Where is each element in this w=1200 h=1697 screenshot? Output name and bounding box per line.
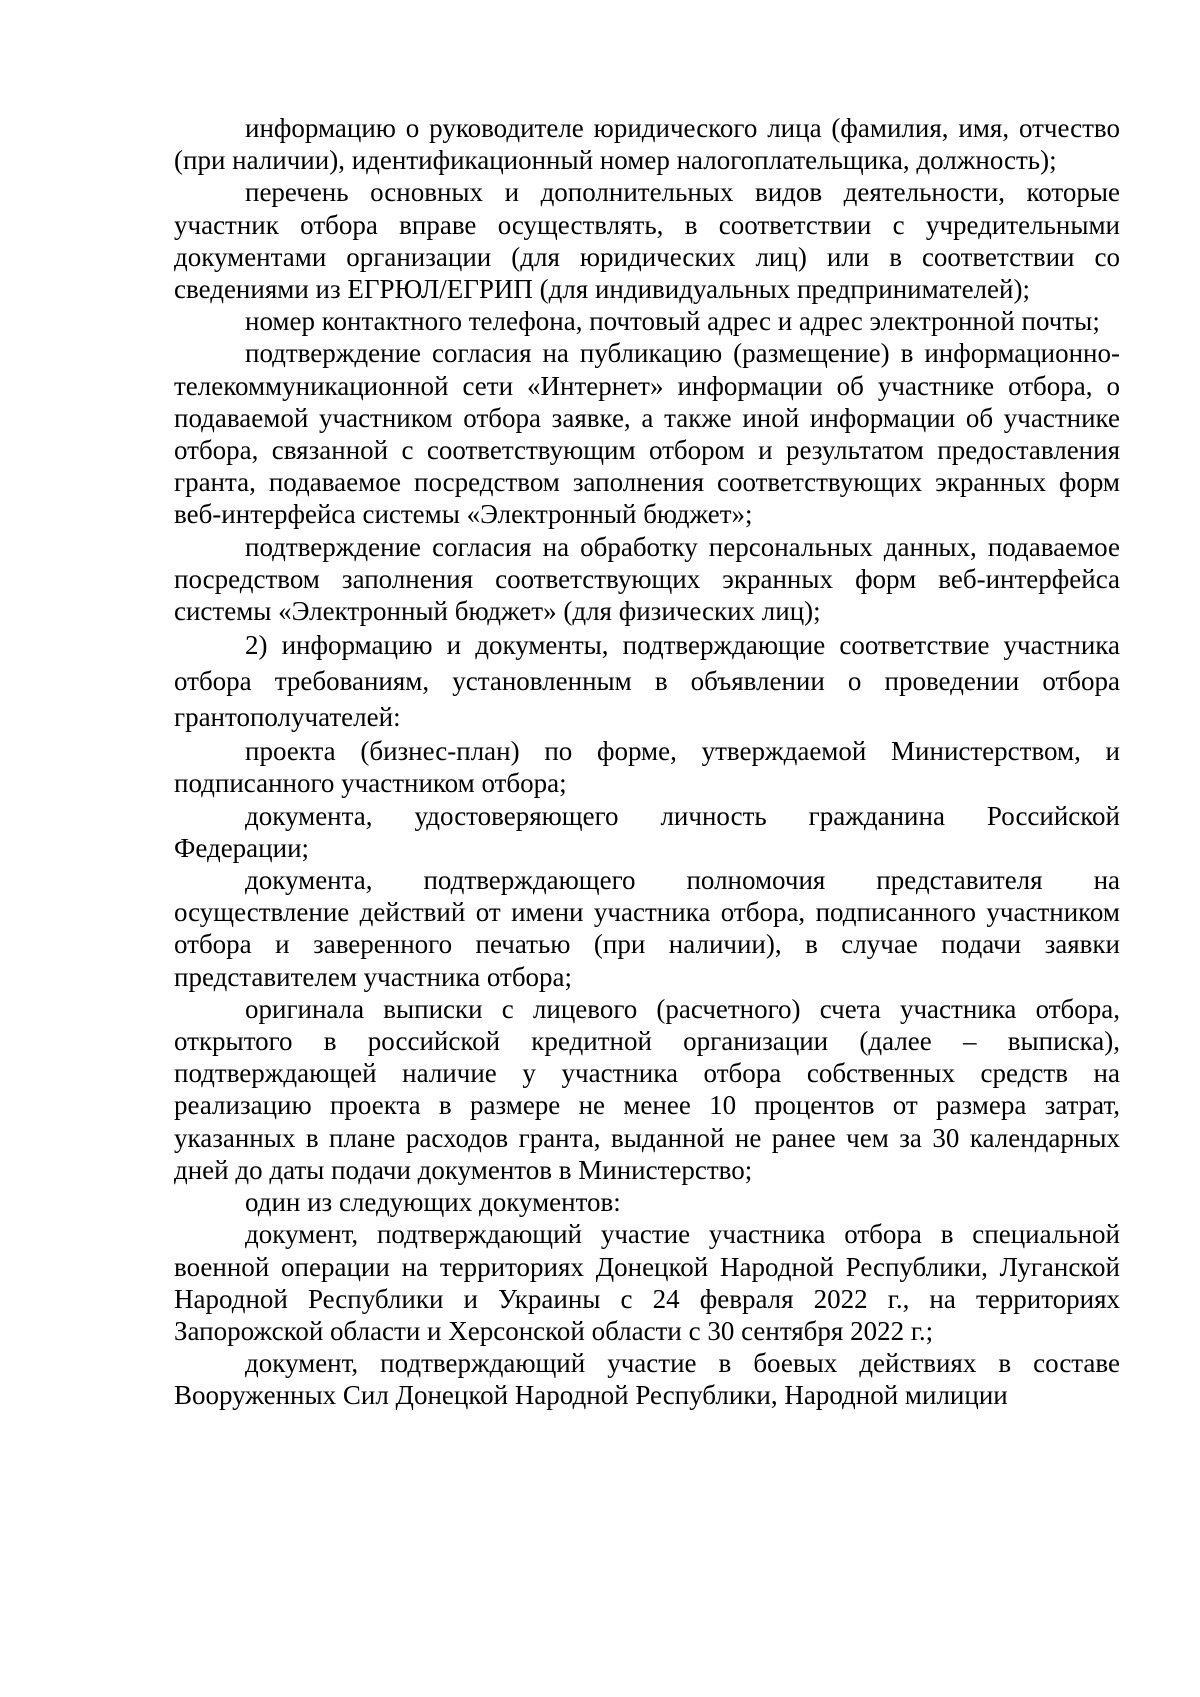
paragraph-personal-data-consent: подтверждение согласия на обработку персональных данных, подаваемое посредством заполнения соответствующих экранных форм веб-интерфейса системы «Электронный бюджет» (для физических лиц); <box>174 531 1120 627</box>
paragraph-representative-authority: документа, подтверждающего полномочия представителя на осуществление действий от имени участника отбора, подписанного участником отбора и заверенного печатью (при наличии), в случае подачи заявки представителем участника отбора; <box>174 865 1120 992</box>
paragraph-svo-participation: документ, подтверждающий участие участника отбора в специальной военной операции на территориях Донецкой Народной Республики, Луганской Народной Республики и Украины с 24 февраля 2022 г., на территориях Запорожской области и Херсонской области с 30 сентября 2022 г.; <box>174 1219 1120 1346</box>
paragraph-publication-consent: подтверждение согласия на публикацию (размещение) в информационно-телекоммуникационной сети «Интернет» информации об участнике отбора, о подаваемой участником отбора заявке, а также иной информации об участнике отбора, связанной с соответствующим отбором и результатом предоставления гранта, подаваемое посредством заполнения соответствующих экранных форм веб-интерфейса системы «Электронный бюджет»; <box>174 338 1120 530</box>
paragraph-contacts: номер контактного телефона, почтовый адрес и адрес электронной почты; <box>245 306 1100 337</box>
document-page <box>174 112 1120 1412</box>
paragraph-one-of-documents: один из следующих документов: <box>245 1187 621 1218</box>
paragraph-manager-info: информацию о руководителе юридического лица (фамилия, имя, отчество (при наличии), идентификационный номер налогоплательщика, должность); <box>174 113 1120 176</box>
paragraph-bank-statement: оригинала выписки с лицевого (расчетного) счета участника отбора, открытого в российской кредитной организации (далее – выписка), подтверждающей наличие у участника отбора собственных средств на реализацию проекта в размере не менее 10 процентов от размера затрат, указанных в плане расходов гранта, выданной не ранее чем за 30 календарных дней до даты подачи документов в Министерство; <box>174 993 1120 1185</box>
paragraph-identity-document: документа, удостоверяющего личность гражданина Российской Федерации; <box>174 800 1120 863</box>
paragraph-activity-types: перечень основных и дополнительных видов деятельности, которые участник отбора вправе осуществлять, в соответствии с учредительными документами организации (для юридических лиц) или в соответствии со сведениями из ЕГРЮЛ/ЕГРИП (для индивидуальных предпринимателей); <box>174 177 1120 305</box>
paragraph-item-2: 2) информацию и документы, подтверждающие соответствие участника отбора требованиям, установленным в объявлении о проведении отбора грантополучателей: <box>174 630 1120 733</box>
paragraph-combat-participation: документ, подтверждающий участие в боевых действиях в составе Вооруженных Сил Донецкой Народной Республики, Народной милиции <box>174 1348 1120 1411</box>
paragraph-business-plan: проекта (бизнес-план) по форме, утверждаемой Министерством, и подписанного участником отбора; <box>174 736 1120 799</box>
